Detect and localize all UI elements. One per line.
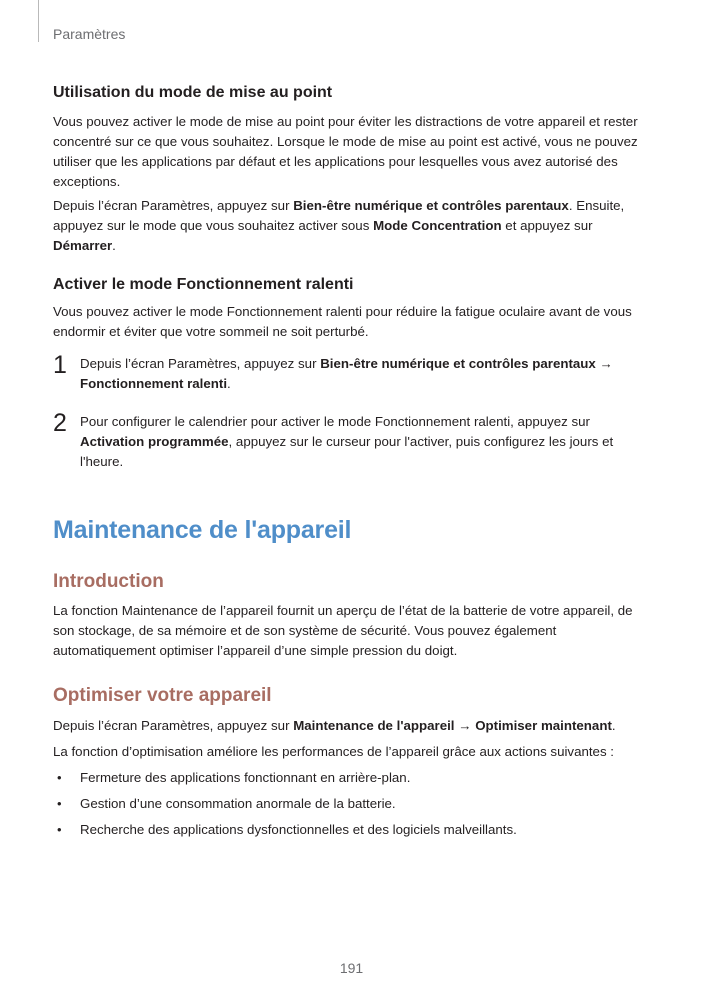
section-header: Paramètres (53, 26, 126, 42)
page-number: 191 (339, 960, 364, 976)
optimize-heading: Optimiser votre appareil (53, 685, 272, 706)
introduction-heading: Introduction (53, 571, 164, 592)
bullet-icon: • (57, 796, 62, 811)
optimize-instructions: Depuis l’écran Paramètres, appuyez sur Maintenance de l'appareil → Optimiser maintenant. (53, 718, 616, 733)
focus-mode-heading: Utilisation du mode de mise au point (53, 84, 333, 101)
list-item: • Gestion d’une consommation anormale de la batterie. (53, 794, 643, 814)
bedtime-mode-heading: Activer le mode Fonctionnement ralenti (53, 276, 354, 293)
chapter-title: Maintenance de l'appareil (53, 516, 352, 544)
page-content (53, 84, 643, 840)
step-2 (53, 409, 643, 472)
optimize-description: La fonction d’optimisation améliore les performances de l’appareil grâce aux actions suivantes : (53, 744, 614, 759)
bullet-icon: • (57, 770, 62, 785)
step-number: 2 (53, 409, 67, 437)
list-item: • Recherche des applications dysfonctionnelles et des logiciels malveillants. (53, 820, 643, 840)
step-text: Pour configurer le calendrier pour activer le mode Fonctionnement ralenti, appuyez sur Activation programmée, appuyez sur le curseur pour l'activer, puis configurez les jours et l'heure. (80, 414, 614, 469)
bedtime-mode-intro: Vous pouvez activer le mode Fonctionnement ralenti pour réduire la fatigue oculaire avant de vous endormir et éviter que votre sommeil ne soit perturbé. (53, 304, 632, 339)
introduction-paragraph: La fonction Maintenance de l’appareil fournit un aperçu de l’état de la batterie de votre appareil, de son stockage, de sa mémoire et de son système de sécurité. Vous pouvez également automatiquement optimiser l’appareil d’une simple pression du doigt. (53, 603, 633, 658)
step-text: Depuis l’écran Paramètres, appuyez sur Bien-être numérique et contrôles parentaux → Fonctionnement ralenti. (80, 356, 613, 391)
step-number: 1 (53, 351, 67, 379)
list-item: • Fermeture des applications fonctionnant en arrière-plan. (53, 768, 643, 788)
focus-mode-instructions: Depuis l’écran Paramètres, appuyez sur Bien-être numérique et contrôles parentaux. Ensuite, appuyez sur le mode que vous souhaitez activer sous Mode Concentration et appuyez sur Démarrer. (53, 198, 625, 253)
step-1 (53, 351, 643, 394)
focus-mode-paragraph: Vous pouvez activer le mode de mise au point pour éviter les distractions de votre appareil et rester concentré sur ce que vous souhaitez. Lorsque le mode de mise au point est activé, vous ne pouvez utiliser que les applications par défaut et les applications pour lesquelles vous avez autorisé des exceptions. (53, 114, 638, 189)
header-divider (38, 0, 39, 42)
bullet-icon: • (57, 822, 62, 837)
